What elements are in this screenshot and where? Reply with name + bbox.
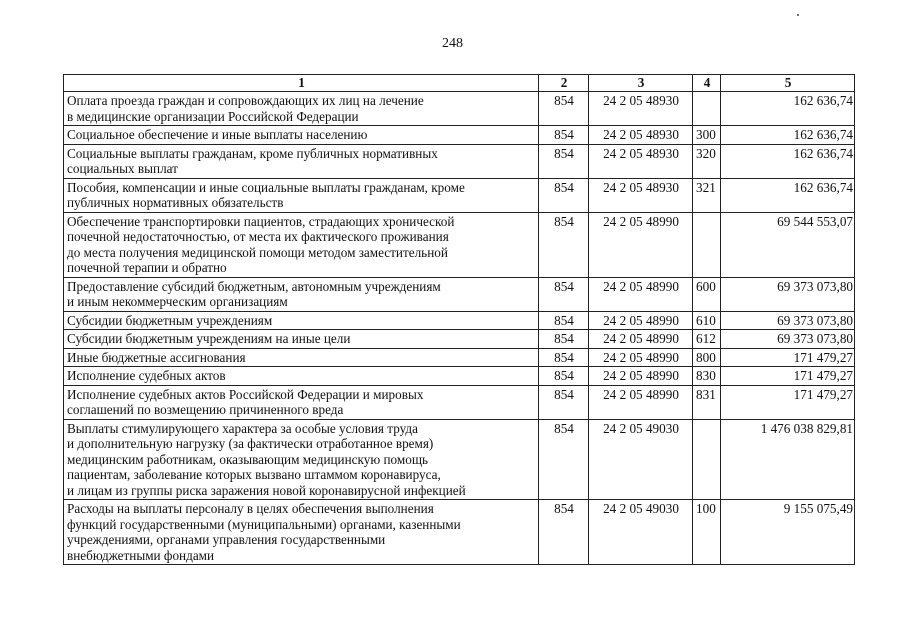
row-name: Субсидии бюджетным учреждениям на иные цели	[64, 330, 539, 349]
row-target-article: 24 2 05 48930	[589, 126, 693, 145]
row-expense-type: 300	[693, 126, 721, 145]
row-target-article: 24 2 05 48990	[589, 277, 693, 311]
row-target-article: 24 2 05 48990	[589, 367, 693, 386]
row-target-article: 24 2 05 49030	[589, 500, 693, 565]
row-target-article: 24 2 05 48930	[589, 92, 693, 126]
row-department-code: 854	[539, 311, 589, 330]
row-amount: 171 479,27	[721, 367, 855, 386]
row-expense-type: 800	[693, 348, 721, 367]
row-amount: 162 636,74	[721, 126, 855, 145]
table-row	[64, 311, 855, 330]
table-row	[64, 500, 855, 565]
column-header-5: 5	[721, 75, 855, 92]
row-amount: 162 636,74	[721, 178, 855, 212]
page-number: 248	[442, 36, 463, 51]
row-expense-type	[693, 92, 721, 126]
row-name: Социальное обеспечение и иные выплаты населению	[64, 126, 539, 145]
table-row	[64, 385, 855, 419]
table-row	[64, 367, 855, 386]
row-name: Иные бюджетные ассигнования	[64, 348, 539, 367]
row-amount: 69 373 073,80	[721, 311, 855, 330]
row-amount: 171 479,27	[721, 348, 855, 367]
column-header-4: 4	[693, 75, 721, 92]
row-target-article: 24 2 05 49030	[589, 419, 693, 500]
row-department-code: 854	[539, 385, 589, 419]
row-amount: 162 636,74	[721, 92, 855, 126]
row-department-code: 854	[539, 212, 589, 277]
row-department-code: 854	[539, 126, 589, 145]
row-department-code: 854	[539, 330, 589, 349]
row-target-article: 24 2 05 48930	[589, 144, 693, 178]
row-expense-type: 100	[693, 500, 721, 565]
row-name: Исполнение судебных актов	[64, 367, 539, 386]
row-name: Выплаты стимулирующего характера за особые условия труда и дополнительную нагрузку (за фактически отработанное время) медицинским работникам, оказывающим медицинскую помощь пациентам, заболевание которых вызвано штаммом коронавируса, и лицам из группы риска заражения новой коронавирусной инфекцией	[64, 419, 539, 500]
row-name: Предоставление субсидий бюджетным, автономным учреждениям и иным некоммерческим организациям	[64, 277, 539, 311]
row-name: Оплата проезда граждан и сопровождающих их лиц на лечение в медицинские организации Российской Федерации	[64, 92, 539, 126]
row-expense-type: 600	[693, 277, 721, 311]
table-row	[64, 126, 855, 145]
row-amount: 69 544 553,07	[721, 212, 855, 277]
row-expense-type: 610	[693, 311, 721, 330]
row-department-code: 854	[539, 144, 589, 178]
row-target-article: 24 2 05 48990	[589, 212, 693, 277]
row-amount: 9 155 075,49	[721, 500, 855, 565]
row-department-code: 854	[539, 277, 589, 311]
row-department-code: 854	[539, 500, 589, 565]
row-amount: 69 373 073,80	[721, 330, 855, 349]
row-name: Пособия, компенсации и иные социальные выплаты гражданам, кроме публичных нормативных обязательств	[64, 178, 539, 212]
row-expense-type: 320	[693, 144, 721, 178]
table-row	[64, 348, 855, 367]
row-expense-type: 830	[693, 367, 721, 386]
row-name: Исполнение судебных актов Российской Федерации и мировых соглашений по возмещению причиненного вреда	[64, 385, 539, 419]
column-header-3: 3	[589, 75, 693, 92]
column-header-1: 1	[64, 75, 539, 92]
row-name: Обеспечение транспортировки пациентов, страдающих хронической почечной недостаточностью, от места их фактического проживания до места получения медицинской помощи методом заместительной почечной терапии и обратно	[64, 212, 539, 277]
row-expense-type: 831	[693, 385, 721, 419]
row-name: Расходы на выплаты персоналу в целях обеспечения выполнения функций государственными (муниципальными) органами, казенными учреждениями, органами управления государственными внебюджетными фондами	[64, 500, 539, 565]
row-name: Субсидии бюджетным учреждениям	[64, 311, 539, 330]
table-row	[64, 212, 855, 277]
row-expense-type: 612	[693, 330, 721, 349]
table-row	[64, 178, 855, 212]
table-row	[64, 92, 855, 126]
row-department-code: 854	[539, 348, 589, 367]
budget-table	[63, 74, 855, 565]
row-amount: 1 476 038 829,81	[721, 419, 855, 500]
row-department-code: 854	[539, 367, 589, 386]
table-row	[64, 419, 855, 500]
row-expense-type	[693, 419, 721, 500]
row-department-code: 854	[539, 178, 589, 212]
row-department-code: 854	[539, 92, 589, 126]
table-header-row	[64, 75, 855, 92]
row-department-code: 854	[539, 419, 589, 500]
table-row	[64, 277, 855, 311]
row-target-article: 24 2 05 48930	[589, 178, 693, 212]
row-expense-type	[693, 212, 721, 277]
row-amount: 162 636,74	[721, 144, 855, 178]
table-row	[64, 330, 855, 349]
scan-speck	[797, 14, 799, 16]
row-name: Социальные выплаты гражданам, кроме публичных нормативных социальных выплат	[64, 144, 539, 178]
row-amount: 171 479,27	[721, 385, 855, 419]
row-expense-type: 321	[693, 178, 721, 212]
column-header-2: 2	[539, 75, 589, 92]
row-amount: 69 373 073,80	[721, 277, 855, 311]
row-target-article: 24 2 05 48990	[589, 311, 693, 330]
row-target-article: 24 2 05 48990	[589, 385, 693, 419]
row-target-article: 24 2 05 48990	[589, 348, 693, 367]
table-row	[64, 144, 855, 178]
row-target-article: 24 2 05 48990	[589, 330, 693, 349]
